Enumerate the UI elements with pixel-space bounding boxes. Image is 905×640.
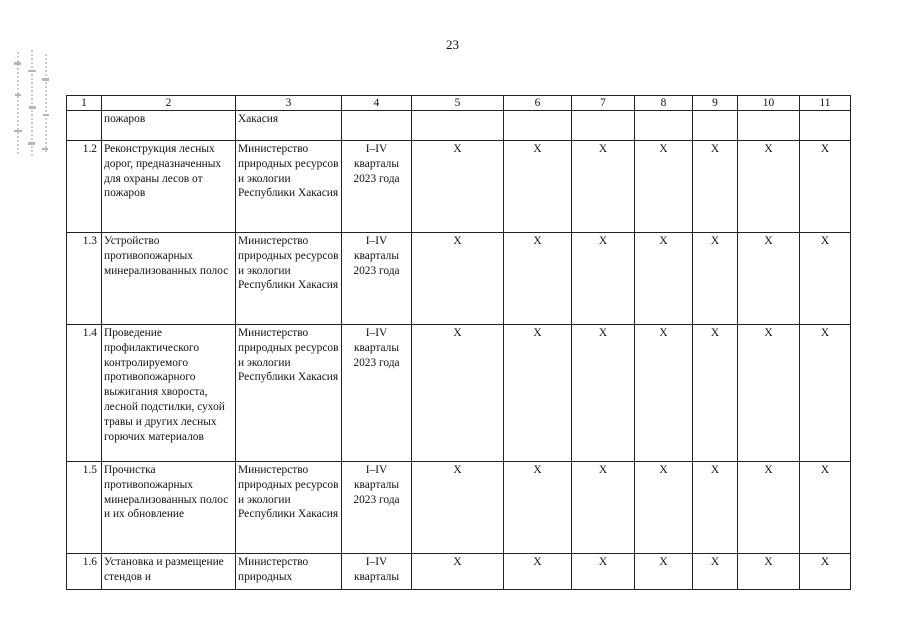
- mark-cell: X: [738, 141, 800, 233]
- mark-cell: X: [800, 554, 851, 590]
- mark-cell: X: [412, 462, 504, 554]
- mark-cell: X: [800, 233, 851, 325]
- empty-cell: [412, 111, 504, 141]
- row-number: 1.2: [67, 141, 102, 233]
- mark-cell: X: [635, 141, 693, 233]
- mark-cell: X: [738, 325, 800, 462]
- period: I–IV кварталы 2023 года: [342, 141, 412, 233]
- mark-cell: X: [412, 554, 504, 590]
- mark-cell: X: [412, 325, 504, 462]
- empty-cell: [693, 111, 738, 141]
- period: I–IV кварталы 2023 года: [342, 325, 412, 462]
- header-cell: 7: [572, 96, 635, 111]
- measure-name: Прочистка противопожарных минерализованных полос и их обновление: [102, 462, 236, 554]
- row-number: 1.3: [67, 233, 102, 325]
- mark-cell: X: [572, 141, 635, 233]
- row-number: 1.4: [67, 325, 102, 462]
- row-number: 1.5: [67, 462, 102, 554]
- mark-cell: X: [693, 554, 738, 590]
- mark-cell: X: [800, 462, 851, 554]
- header-cell: 3: [236, 96, 342, 111]
- empty-cell: [635, 111, 693, 141]
- mark-cell: X: [693, 325, 738, 462]
- header-cell: 11: [800, 96, 851, 111]
- mark-cell: X: [800, 325, 851, 462]
- executor: Хакасия: [236, 111, 342, 141]
- mark-cell: X: [738, 554, 800, 590]
- table-row: [67, 554, 851, 590]
- mark-cell: X: [738, 462, 800, 554]
- measure-name: Устройство противопожарных минерализованных полос: [102, 233, 236, 325]
- executor: Министерство природных ресурсов и экологии Республики Хакасия: [236, 325, 342, 462]
- table-row: [67, 141, 851, 233]
- executor: Министерство природных ресурсов и экологии Республики Хакасия: [236, 233, 342, 325]
- table-row: [67, 325, 851, 462]
- mark-cell: X: [504, 462, 572, 554]
- mark-cell: X: [693, 141, 738, 233]
- period: [342, 111, 412, 141]
- table-row: [67, 233, 851, 325]
- executor: Министерство природных: [236, 554, 342, 590]
- row-number: 1.6: [67, 554, 102, 590]
- empty-cell: [738, 111, 800, 141]
- mark-cell: X: [635, 325, 693, 462]
- measure-name: Установка и размещение стендов и: [102, 554, 236, 590]
- measure-name: пожаров: [102, 111, 236, 141]
- period: I–IV кварталы 2023 года: [342, 233, 412, 325]
- period: I–IV кварталы: [342, 554, 412, 590]
- empty-cell: [504, 111, 572, 141]
- page-number: 23: [446, 37, 459, 52]
- plan-table: [66, 95, 851, 590]
- mark-cell: X: [635, 462, 693, 554]
- mark-cell: X: [800, 141, 851, 233]
- mark-cell: X: [572, 462, 635, 554]
- header-cell: 6: [504, 96, 572, 111]
- table-continuation-row: [67, 111, 851, 141]
- mark-cell: X: [693, 233, 738, 325]
- mark-cell: X: [412, 233, 504, 325]
- measure-name: Реконструкция лесных дорог, предназначенных для охраны лесов от пожаров: [102, 141, 236, 233]
- header-cell: 9: [693, 96, 738, 111]
- header-cell: 2: [102, 96, 236, 111]
- table-header-row: [67, 96, 851, 111]
- empty-cell: [572, 111, 635, 141]
- margin-stamp-mark: [10, 48, 54, 160]
- mark-cell: X: [504, 141, 572, 233]
- mark-cell: X: [572, 233, 635, 325]
- empty-cell: [800, 111, 851, 141]
- mark-cell: X: [572, 554, 635, 590]
- table-row: [67, 462, 851, 554]
- mark-cell: X: [693, 462, 738, 554]
- mark-cell: X: [572, 325, 635, 462]
- header-cell: 1: [67, 96, 102, 111]
- mark-cell: X: [412, 141, 504, 233]
- mark-cell: X: [504, 554, 572, 590]
- header-cell: 5: [412, 96, 504, 111]
- mark-cell: X: [738, 233, 800, 325]
- mark-cell: X: [635, 233, 693, 325]
- period: I–IV кварталы 2023 года: [342, 462, 412, 554]
- mark-cell: X: [504, 325, 572, 462]
- header-cell: 10: [738, 96, 800, 111]
- measure-name: Проведение профилактического контролируемого противопожарного выжигания хвороста, лесной подстилки, сухой травы и других лесных горючих материалов: [102, 325, 236, 462]
- header-cell: 4: [342, 96, 412, 111]
- row-number: [67, 111, 102, 141]
- executor: Министерство природных ресурсов и экологии Республики Хакасия: [236, 462, 342, 554]
- mark-cell: X: [504, 233, 572, 325]
- header-cell: 8: [635, 96, 693, 111]
- mark-cell: X: [635, 554, 693, 590]
- executor: Министерство природных ресурсов и экологии Республики Хакасия: [236, 141, 342, 233]
